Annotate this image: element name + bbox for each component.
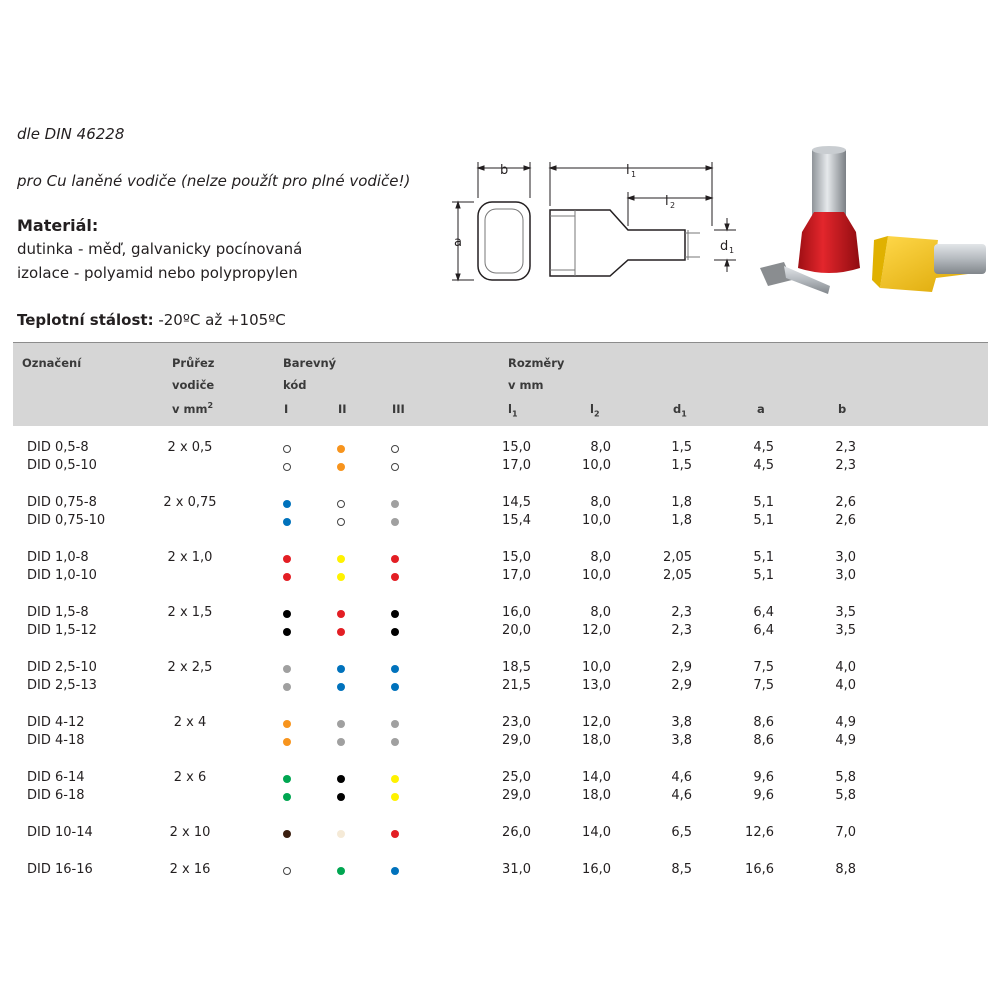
header-b: b <box>838 402 847 416</box>
row-l1: 17,0 <box>502 568 531 583</box>
row-d1: 6,5 <box>671 825 692 840</box>
row-l1: 18,5 <box>502 660 531 675</box>
row-cross-section: 2 x 16 <box>169 862 211 877</box>
row-b: 2,6 <box>835 495 856 510</box>
row-name: DID 4-18 <box>27 733 85 748</box>
row-a: 7,5 <box>753 678 774 693</box>
ferrule-dimension-drawing <box>440 150 740 290</box>
color-dot-I <box>283 463 291 471</box>
color-dot-II <box>337 720 345 728</box>
row-name: DID 0,5-8 <box>27 440 89 455</box>
header-oznaceni: Označení <box>22 356 82 370</box>
row-d1: 1,5 <box>671 440 692 455</box>
row-a: 6,4 <box>753 605 774 620</box>
row-name: DID 2,5-13 <box>27 678 97 693</box>
color-dot-I <box>283 793 291 801</box>
color-dot-III <box>391 793 399 801</box>
header-a: a <box>757 402 765 416</box>
row-b: 4,9 <box>835 715 856 730</box>
row-a: 5,1 <box>753 568 774 583</box>
drawing-label-l1: l <box>626 163 630 178</box>
color-dot-II <box>337 463 345 471</box>
row-a: 6,4 <box>753 623 774 638</box>
header-prurez-line3 <box>172 401 213 416</box>
row-d1: 1,5 <box>671 458 692 473</box>
row-name: DID 1,0-10 <box>27 568 97 583</box>
color-dot-II <box>337 573 345 581</box>
row-d1: 1,8 <box>671 513 692 528</box>
row-a: 4,5 <box>753 440 774 455</box>
color-dot-II <box>337 445 345 453</box>
row-cross-section: 2 x 0,5 <box>167 440 213 455</box>
row-d1: 2,3 <box>671 605 692 620</box>
row-b: 3,5 <box>835 605 856 620</box>
row-b: 3,5 <box>835 623 856 638</box>
color-dot-II <box>337 610 345 618</box>
header-prurez-unit-sup: 2 <box>207 401 214 410</box>
row-d1: 8,5 <box>671 862 692 877</box>
color-dot-I <box>283 775 291 783</box>
header-l1 <box>508 402 518 418</box>
row-b: 5,8 <box>835 788 856 803</box>
row-l2: 12,0 <box>582 715 611 730</box>
row-l2: 18,0 <box>582 788 611 803</box>
row-cross-section: 2 x 6 <box>173 770 207 785</box>
row-b: 2,3 <box>835 458 856 473</box>
row-name: DID 1,0-8 <box>27 550 89 565</box>
row-l1: 17,0 <box>502 458 531 473</box>
row-d1: 3,8 <box>671 715 692 730</box>
header-rozmery-line1: Rozměry <box>508 356 565 370</box>
color-dot-I <box>283 610 291 618</box>
row-a: 16,6 <box>745 862 774 877</box>
color-dot-I <box>283 555 291 563</box>
row-l1: 26,0 <box>502 825 531 840</box>
row-name: DID 6-14 <box>27 770 85 785</box>
row-name: DID 0,75-8 <box>27 495 97 510</box>
color-dot-II <box>337 500 345 508</box>
row-cross-section: 2 x 0,75 <box>163 495 217 510</box>
row-name: DID 16-16 <box>27 862 93 877</box>
row-a: 5,1 <box>753 550 774 565</box>
row-l2: 13,0 <box>582 678 611 693</box>
row-name: DID 1,5-8 <box>27 605 89 620</box>
row-b: 3,0 <box>835 550 856 565</box>
row-name: DID 1,5-12 <box>27 623 97 638</box>
color-dot-II <box>337 793 345 801</box>
row-d1: 2,9 <box>671 660 692 675</box>
material-label: Materiál: <box>17 216 99 235</box>
header-l2 <box>590 402 600 418</box>
row-l2: 8,0 <box>590 440 611 455</box>
drawing-label-l2-sub: 2 <box>670 201 676 210</box>
header-prurez-line1: Průřez <box>172 356 215 370</box>
row-l1: 15,4 <box>502 513 531 528</box>
row-l2: 10,0 <box>582 458 611 473</box>
row-b: 2,3 <box>835 440 856 455</box>
color-dot-III <box>391 518 399 526</box>
color-dot-II <box>337 518 345 526</box>
row-l1: 16,0 <box>502 605 531 620</box>
row-d1: 2,3 <box>671 623 692 638</box>
color-dot-I <box>283 830 291 838</box>
row-l2: 14,0 <box>582 825 611 840</box>
row-cross-section: 2 x 1,5 <box>167 605 213 620</box>
temperature-resistance <box>17 311 286 329</box>
row-l1: 15,0 <box>502 440 531 455</box>
row-cross-section: 2 x 1,0 <box>167 550 213 565</box>
header-rozmery-line2: v mm <box>508 378 544 392</box>
color-dot-III <box>391 500 399 508</box>
color-dot-I <box>283 445 291 453</box>
row-l2: 14,0 <box>582 770 611 785</box>
header-prurez-line2: vodiče <box>172 378 215 392</box>
row-l2: 16,0 <box>582 862 611 877</box>
color-dot-I <box>283 628 291 636</box>
row-l1: 14,5 <box>502 495 531 510</box>
header-d1-sub: 1 <box>681 409 687 419</box>
material-ferrule: dutinka - měď, galvanicky pocínovaná <box>17 240 303 258</box>
row-a: 4,5 <box>753 458 774 473</box>
row-name: DID 10-14 <box>27 825 93 840</box>
row-l2: 10,0 <box>582 513 611 528</box>
header-d1-label: d <box>673 402 682 416</box>
header-l1-label: l <box>508 402 512 416</box>
row-d1: 1,8 <box>671 495 692 510</box>
row-d1: 3,8 <box>671 733 692 748</box>
color-dot-I <box>283 683 291 691</box>
color-dot-III <box>391 555 399 563</box>
row-b: 5,8 <box>835 770 856 785</box>
header-barevny-line2: kód <box>283 378 307 392</box>
color-dot-III <box>391 867 399 875</box>
color-dot-I <box>283 738 291 746</box>
color-dot-II <box>337 665 345 673</box>
row-l1: 20,0 <box>502 623 531 638</box>
row-l1: 23,0 <box>502 715 531 730</box>
row-l2: 10,0 <box>582 660 611 675</box>
row-d1: 2,05 <box>663 550 692 565</box>
drawing-label-l2: l <box>665 194 669 209</box>
color-dot-II <box>337 628 345 636</box>
norm-reference: dle DIN 46228 <box>17 125 125 143</box>
row-a: 9,6 <box>753 788 774 803</box>
color-dot-III <box>391 463 399 471</box>
row-a: 8,6 <box>753 733 774 748</box>
row-l2: 8,0 <box>590 605 611 620</box>
temperature-value: -20ºC až +105ºC <box>153 311 286 329</box>
header-col-I: I <box>284 402 289 416</box>
row-l2: 18,0 <box>582 733 611 748</box>
color-dot-II <box>337 867 345 875</box>
row-l2: 8,0 <box>590 550 611 565</box>
color-dot-I <box>283 573 291 581</box>
drawing-label-b: b <box>500 163 509 178</box>
row-a: 12,6 <box>745 825 774 840</box>
color-dot-III <box>391 445 399 453</box>
row-cross-section: 2 x 4 <box>173 715 207 730</box>
row-d1: 2,05 <box>663 568 692 583</box>
row-l2: 12,0 <box>582 623 611 638</box>
color-dot-II <box>337 830 345 838</box>
row-l2: 8,0 <box>590 495 611 510</box>
row-a: 8,6 <box>753 715 774 730</box>
color-dot-I <box>283 867 291 875</box>
row-l1: 25,0 <box>502 770 531 785</box>
color-dot-III <box>391 775 399 783</box>
color-dot-II <box>337 738 345 746</box>
drawing-label-d1: d <box>720 239 729 254</box>
row-b: 4,9 <box>835 733 856 748</box>
header-l2-sub: 2 <box>593 409 600 419</box>
color-dot-III <box>391 830 399 838</box>
drawing-label-d1-sub: 1 <box>729 246 735 255</box>
color-dot-I <box>283 500 291 508</box>
row-b: 3,0 <box>835 568 856 583</box>
color-dot-I <box>283 720 291 728</box>
ferrule-product-photo <box>748 140 988 310</box>
drawing-label-a: a <box>454 235 462 250</box>
color-dot-III <box>391 665 399 673</box>
row-a: 9,6 <box>753 770 774 785</box>
row-l1: 21,5 <box>502 678 531 693</box>
color-dot-I <box>283 665 291 673</box>
row-b: 4,0 <box>835 678 856 693</box>
row-b: 7,0 <box>835 825 856 840</box>
row-a: 5,1 <box>753 495 774 510</box>
color-dot-I <box>283 518 291 526</box>
row-a: 7,5 <box>753 660 774 675</box>
row-name: DID 0,5-10 <box>27 458 97 473</box>
row-b: 4,0 <box>835 660 856 675</box>
header-col-II: II <box>338 402 347 416</box>
row-l1: 15,0 <box>502 550 531 565</box>
drawing-label-l1-sub: 1 <box>631 170 637 179</box>
color-dot-III <box>391 738 399 746</box>
row-d1: 4,6 <box>671 788 692 803</box>
row-a: 5,1 <box>753 513 774 528</box>
header-prurez-unit: v mm <box>172 401 208 416</box>
row-cross-section: 2 x 2,5 <box>167 660 213 675</box>
row-l1: 29,0 <box>502 788 531 803</box>
row-d1: 2,9 <box>671 678 692 693</box>
row-name: DID 4-12 <box>27 715 85 730</box>
row-cross-section: 2 x 10 <box>169 825 211 840</box>
header-d1 <box>673 402 687 418</box>
material-insulation: izolace - polyamid nebo polypropylen <box>17 264 298 282</box>
row-d1: 4,6 <box>671 770 692 785</box>
row-b: 8,8 <box>835 862 856 877</box>
row-l1: 31,0 <box>502 862 531 877</box>
header-l1-sub: 1 <box>511 409 518 419</box>
color-dot-II <box>337 683 345 691</box>
header-barevny-line1: Barevný <box>283 356 337 370</box>
header-l2-label: l <box>590 402 594 416</box>
row-name: DID 0,75-10 <box>27 513 106 528</box>
usage-note: pro Cu laněné vodiče (nelze použít pro plné vodiče!) <box>17 172 411 190</box>
color-dot-III <box>391 610 399 618</box>
color-dot-III <box>391 720 399 728</box>
row-l2: 10,0 <box>582 568 611 583</box>
color-dot-III <box>391 683 399 691</box>
color-dot-III <box>391 573 399 581</box>
row-l1: 29,0 <box>502 733 531 748</box>
row-b: 2,6 <box>835 513 856 528</box>
header-col-III: III <box>392 402 405 416</box>
color-dot-II <box>337 775 345 783</box>
color-dot-III <box>391 628 399 636</box>
color-dot-II <box>337 555 345 563</box>
row-name: DID 6-18 <box>27 788 85 803</box>
row-name: DID 2,5-10 <box>27 660 97 675</box>
temperature-label: Teplotní stálost: <box>17 311 154 329</box>
